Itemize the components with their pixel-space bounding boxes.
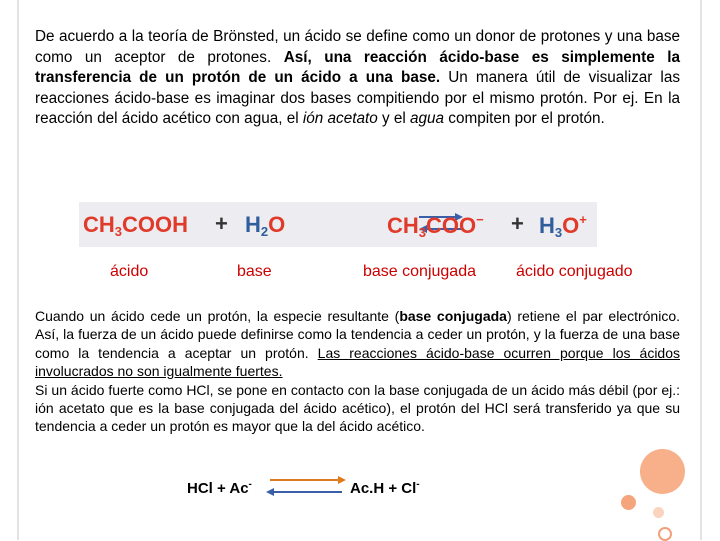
intro-text-a: De acuerdo a la teoría de Brönsted, un ácido se define como un donor de protones y una base como un aceptor de protones. — [35, 28, 680, 66]
intro-paragraph — [35, 27, 680, 130]
molecule-water: $H_2O$ — [245, 212, 286, 239]
plus-sign-2: + — [511, 211, 524, 236]
decorative-circle-large — [640, 449, 685, 494]
acetic-acid-equation — [79, 202, 597, 247]
underlined-statement: Las reacciones ácido-base ocurren porque los ácidos involucrados no son igualmente fuertes. — [35, 344, 681, 380]
label-acid: ácido — [110, 263, 149, 280]
plus-sign-1: + — [215, 211, 228, 236]
intro-text-d: compiten por el protón. — [444, 110, 605, 127]
conjugate-base-term: base conjugada — [399, 308, 507, 324]
reaction-arrows-icon — [264, 474, 348, 498]
left-border-line — [17, 0, 19, 540]
intro-text-b: Un manera útil de visualizar las reacciones ácido-base es imaginar dos bases compitiendo por el mismo protón. Por ej. En la reacción del ácido acético con agua, el — [35, 69, 680, 127]
intro-text-c: y el — [377, 110, 411, 127]
hcl-equation-left: HCl + Ac- — [187, 479, 252, 497]
molecule-acetate: $CH_3COO^-$ — [387, 212, 484, 240]
molecule-hydronium: $H_3O^+$ — [539, 212, 587, 240]
decorative-circle-tiny — [653, 507, 664, 518]
decorative-ring — [658, 527, 672, 541]
label-base: base — [237, 263, 272, 280]
intro-bold-statement: Así, una reacción ácido-base es simplemente la transferencia de un protón de un ácido a una base. — [35, 48, 680, 86]
hcl-example-text: Si un ácido fuerte como HCl, se pone en contacto con la base conjugada de un ácido más débil (por ej.: ión acetato que es la base conjugada del ácido acético), el protón del HCl será transferido ya que su tendencia a ceder un protón es mayor que la del ácido acético. — [35, 381, 680, 435]
label-conjugate-base: base conjugada — [363, 263, 476, 280]
right-border-line — [700, 0, 702, 540]
label-conjugate-acid: ácido conjugado — [516, 263, 633, 280]
molecule-acetic-acid: $CH_3COOH$ — [83, 212, 189, 239]
hcl-equation-right: Ac.H + Cl- — [350, 479, 420, 497]
intro-italic-water: agua — [410, 110, 445, 127]
explanation-paragraph: Cuando un ácido cede un protón, la especie resultante (base conjugada) retiene el par electrónico. Así, la fuerza de un ácido puede definirse como la tendencia a ceder un protón, y la fuerza de una base como la tendencia a aceptar un protón. Las reacciones ácido-base ocurren porque los ácidos involucrados no son igualmente fuertes. Si un ácido fuerte como HCl, se pone en contacto con la base conjugada de un ácido más débil (por ej.: ión acetato que es la base conjugada del ácido acético), el protón del HCl será transferido ya que su tendencia a ceder un protón es mayor que la del ácido acético. — [35, 308, 681, 435]
decorative-circle-small — [621, 495, 636, 510]
intro-italic-acetate: ión acetato — [302, 110, 378, 127]
